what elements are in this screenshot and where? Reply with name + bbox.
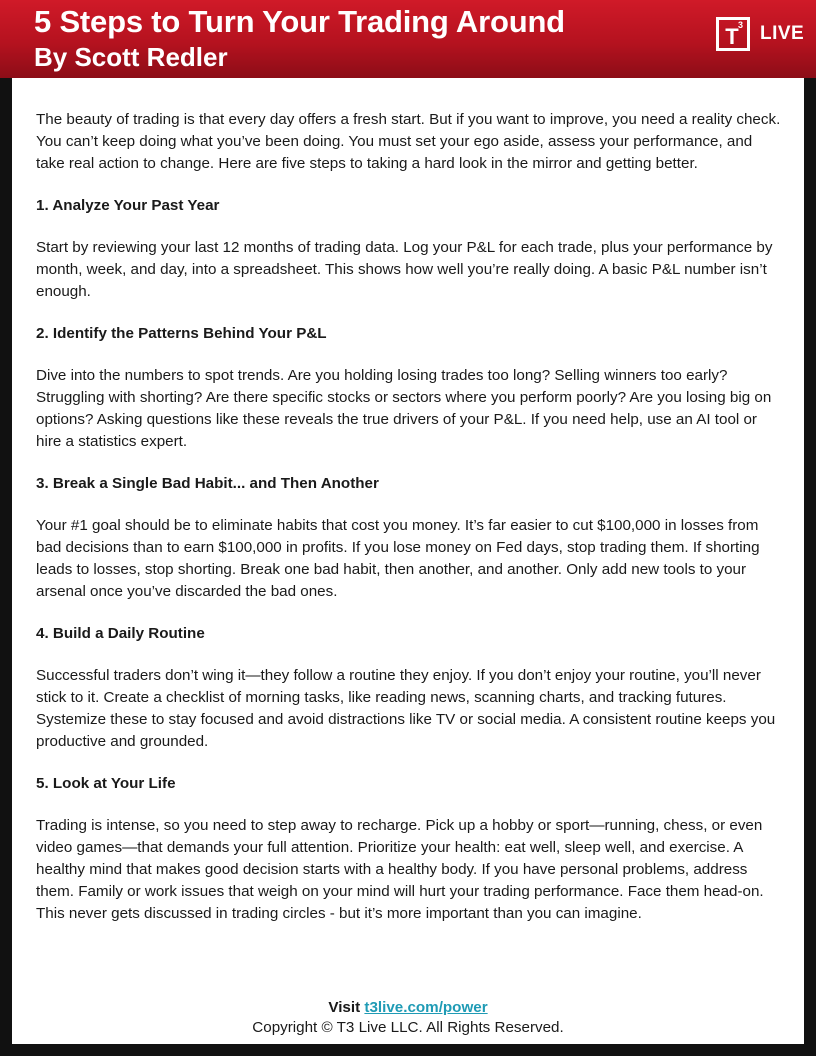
author-byline: By Scott Redler [34,42,228,72]
t3-logo-mark-icon: T 3 [716,17,750,51]
section-body: Trading is intense, so you need to step away to recharge. Pick up a hobby or sport—running, chess, or even video games—that demands your full attention. Prioritize your health: eat well, sleep well, and exercise. A healthy mind that makes good decision starts with a healthy body. If you have personal problems, address them. Family or work issues that weigh on your mind will hurt your trading performance. Face them head-on. This never gets discussed in trading circles - but it’s more important than you can imagine. [36,817,764,922]
section-heading: 4. Build a Daily Routine [36,625,205,642]
visit-label: Visit [328,999,361,1016]
power-link[interactable]: t3live.com/power [364,999,488,1016]
logo-text: LIVE [760,23,805,44]
section-body: Your #1 goal should be to eliminate habits that cost you money. It’s far easier to cut $100,000 in losses from bad decisions than to earn $100,000 in profits. If you lose money on Fed days, stop trading them. If shorting leads to losses, stop shorting. Break one bad habit, then another, and another. Only add new tools to your arsenal once you’ve discarded the bad ones. [36,517,760,600]
section-body: Successful traders don’t wing it—they follow a routine they enjoy. If you don’t enjoy your routine, you’ll never stick to it. Create a checklist of morning tasks, like reading news, scanning charts, and tracking futures. Systemize these to stay focused and avoid distractions like TV or social media. A consistent routine keeps you productive and grounded. [36,667,776,750]
copyright-text: Copyright © T3 Live LLC. All Rights Reserved. [252,1019,564,1036]
section-heading: 2. Identify the Patterns Behind Your P&L [36,325,327,342]
section-heading: 5. Look at Your Life [36,775,176,792]
section-heading: 1. Analyze Your Past Year [36,197,220,214]
document-page [12,78,804,1044]
section-heading: 3. Break a Single Bad Habit... and Then Another [36,475,379,492]
section-body: Dive into the numbers to spot trends. Are you holding losing trades too long? Selling winners too early? Struggling with shorting? Are there specific stocks or sectors where you perform poorly? Are you losing big on options? Asking questions like these reveals the true drivers of your P&L. If you need help, use an AI tool or hire a statistics expert. [36,367,772,450]
page-title: 5 Steps to Turn Your Trading Around [34,4,565,39]
section-body: Start by reviewing your last 12 months of trading data. Log your P&L for each trade, plus your performance by month, week, and day, into a spreadsheet. This shows how well you’re really doing. A basic P&L number isn’t enough. [36,239,773,300]
header-banner [0,0,816,78]
visit-line [12,998,804,1018]
article-body [36,109,784,945]
intro-paragraph: The beauty of trading is that every day offers a fresh start. But if you want to improve, you need a reality check. You can’t keep doing what you’ve been doing. You must set your ego aside, assess your performance, and take real action to change. Here are five steps to taking a hard look in the mirror and getting better. [36,111,781,172]
footer [12,998,804,1038]
t3-live-logo [716,15,804,53]
